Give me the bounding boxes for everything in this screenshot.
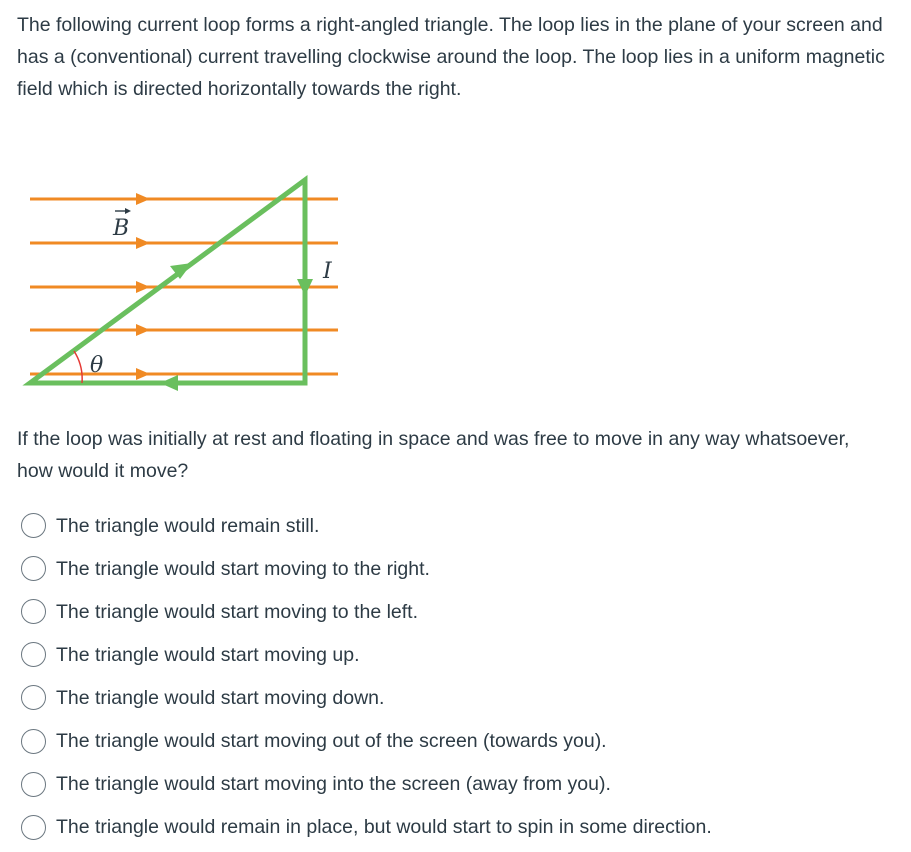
answer-option[interactable] xyxy=(21,547,712,590)
option-label: The triangle would start moving into the screen (away from you). xyxy=(56,773,611,796)
field-arrow-icon xyxy=(136,281,150,293)
radio-button[interactable] xyxy=(21,685,46,710)
triangle-loop xyxy=(30,180,305,383)
question-prompt: If the loop was initially at rest and floating in space and was free to move in any way whatsoever, how would it move? xyxy=(17,428,850,482)
option-label: The triangle would start moving down. xyxy=(56,686,385,709)
answer-option[interactable] xyxy=(21,633,712,676)
current-arrow-icon xyxy=(160,375,178,391)
field-label: B xyxy=(113,216,130,241)
field-arrow-icon xyxy=(136,237,150,249)
answer-option[interactable] xyxy=(21,806,712,849)
option-label: The triangle would start moving up. xyxy=(56,643,360,666)
angle-label: θ xyxy=(90,353,104,378)
option-label: The triangle would start moving out of the screen (towards you). xyxy=(56,730,607,753)
answer-options xyxy=(21,504,712,849)
answer-option[interactable] xyxy=(21,719,712,762)
triangle-loop-figure xyxy=(0,160,400,400)
angle-arc xyxy=(74,351,82,383)
radio-button[interactable] xyxy=(21,642,46,667)
option-label: The triangle would start moving to the left. xyxy=(56,600,419,623)
answer-option[interactable] xyxy=(21,676,712,719)
answer-option[interactable] xyxy=(21,590,712,633)
radio-button[interactable] xyxy=(21,772,46,797)
field-arrow-icon xyxy=(136,324,150,336)
question-intro: The following current loop forms a right-angled triangle. The loop lies in the plane of your screen and has a (conventional) current travelling clockwise around the loop. The loop lies in a uniform magnetic field which is directed horizontally towards the right. xyxy=(17,14,885,100)
current-label: I xyxy=(323,259,332,284)
vector-arrow-icon xyxy=(115,208,131,214)
radio-button[interactable] xyxy=(21,729,46,754)
field-arrow-icon xyxy=(136,368,150,380)
radio-button[interactable] xyxy=(21,556,46,581)
radio-button[interactable] xyxy=(21,815,46,840)
option-label: The triangle would remain still. xyxy=(56,514,320,537)
answer-option[interactable] xyxy=(21,763,712,806)
field-arrow-icon xyxy=(136,193,150,205)
radio-button[interactable] xyxy=(21,513,46,538)
answer-option[interactable] xyxy=(21,504,712,547)
radio-button[interactable] xyxy=(21,599,46,624)
option-label: The triangle would remain in place, but would start to spin in some direction. xyxy=(56,816,712,839)
option-label: The triangle would start moving to the right. xyxy=(56,557,430,580)
